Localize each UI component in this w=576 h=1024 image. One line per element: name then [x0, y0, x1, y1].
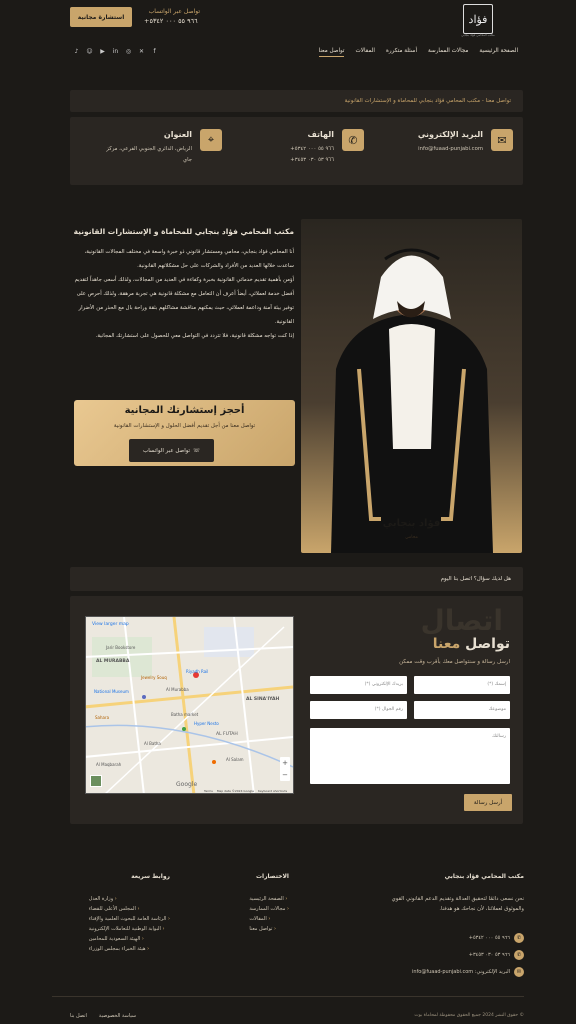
phone-line-1[interactable]: +٩٦٦ ٥٥ ٠٠٠ ٥٣٤٢	[290, 146, 334, 152]
footer-link-home[interactable]: ‹ الصفحة الرئيسية	[249, 896, 287, 902]
email-field[interactable]: بريدك الإلكتروني (*)	[310, 676, 407, 694]
footer-divider	[52, 996, 524, 997]
youtube-icon[interactable]: ▶	[100, 48, 105, 55]
send-message-button[interactable]: أرسل رسالة	[464, 794, 512, 811]
copyright: © حقوق النشر 2024 جميع الحقوق محفوظة لمحاماة بوت	[414, 1013, 524, 1018]
footer-email[interactable]	[412, 967, 524, 977]
address-line-2: جاي	[182, 157, 192, 163]
map-label: AL FUTAH	[216, 732, 238, 737]
footer-phone-2[interactable]	[469, 950, 524, 960]
phone-field[interactable]: رقم الجوال (*)	[310, 701, 407, 719]
envelope-icon: ✉	[491, 129, 513, 151]
address-title: العنوان	[163, 130, 192, 139]
footer-phone-2-text: +٩٦٦ ٥٣ ٠٣٠ ٣٤٥٣	[468, 952, 510, 958]
booking-card	[74, 400, 295, 466]
location-pin-icon: ⌖	[200, 129, 222, 151]
legal-links	[70, 1013, 136, 1019]
phone-line-2[interactable]: +٩٦٦ ٥٣ ٠٣٠ ٣٤٥٣	[290, 157, 334, 163]
contact-us-link[interactable]: اتصل بنا	[70, 1013, 87, 1019]
logo[interactable]: فؤاد	[463, 4, 493, 34]
free-consultation-button[interactable]: استشارة مجانية	[70, 7, 132, 27]
privacy-policy-link[interactable]: سياسة الخصوصية	[98, 1013, 137, 1019]
email-title: البريد الإلكتروني	[417, 130, 483, 139]
contact-title-prefix: تواصل	[465, 636, 510, 652]
email-value[interactable]: info@fuaad-punjabi.com	[418, 146, 483, 152]
footer-email-text: البريد الإلكتروني: info@fuaad-punjabi.com	[411, 969, 510, 975]
phone-card	[224, 129, 364, 175]
address-card	[82, 129, 222, 175]
about-text	[74, 245, 294, 343]
footer-link-articles[interactable]: ‹ المقالات	[249, 916, 270, 922]
whatsapp-button-label: تواصل عبر الواتساب	[143, 447, 191, 454]
map-label: Al Salam	[226, 757, 244, 762]
map-label: Riyadh Rail	[186, 669, 209, 674]
quick-link-experts[interactable]: ‹ هيئة الخبراء بمجلس الوزراء	[89, 946, 149, 952]
map-footer	[204, 789, 287, 793]
zoom-out-icon[interactable]: −	[282, 771, 288, 779]
instagram-icon[interactable]: ◎	[125, 48, 132, 55]
contact-title	[433, 636, 510, 652]
whatsapp-label: تواصل عبر الواتساب	[148, 8, 200, 15]
envelope-icon: ✉	[514, 967, 524, 977]
phone-title: الهاتف	[307, 130, 334, 139]
nav-home[interactable]: الصفحة الرئيسية	[479, 48, 518, 54]
map-zoom-controls[interactable]	[280, 757, 290, 781]
contact-info-bar	[70, 117, 523, 185]
footer-quick-links	[89, 896, 170, 952]
footer-phone-1-text: +٩٦٦ ٥٥ ٠٠٠ ٥٣٤٢	[468, 935, 510, 941]
map-label: Al Maqbarah	[96, 762, 122, 767]
lawyer-name: فؤاد بنجابي	[382, 518, 441, 529]
booking-title: أحجز إستشارتك المجانية	[124, 405, 245, 416]
map-label: National Museum	[94, 689, 129, 694]
phone-icon: ✆	[342, 129, 364, 151]
breadcrumb: تواصل معنا - مكتب المحامي فؤاد بنجابي للمحاماة و الإستشارات القانونية	[70, 90, 523, 112]
phone-icon: ✆	[514, 933, 524, 943]
terms-link[interactable]: Terms	[204, 789, 213, 793]
about-title: مكتب المحامي فؤاد بنجابي للمحاماة و الإستشارات القانونية	[73, 227, 294, 236]
site-header	[0, 0, 576, 74]
social-links	[73, 48, 158, 55]
quick-link-egov[interactable]: ‹ البوابة الوطنية للتعاملات الإلكترونية	[89, 926, 165, 932]
tiktok-icon[interactable]: ♪	[74, 48, 79, 55]
name-field[interactable]: إسمك (*)	[414, 676, 510, 694]
map-label: AL SINA'IYAH	[246, 697, 280, 702]
nav-articles[interactable]: المقالات	[355, 48, 375, 54]
map-data-credit: Map data ©2024 Google	[216, 789, 255, 793]
map-satellite-toggle[interactable]	[90, 775, 102, 787]
map-label: Al Batha	[144, 741, 161, 746]
map-label: Sahara	[95, 715, 110, 720]
map-label: Jewelry Souq	[141, 675, 167, 680]
google-map[interactable]	[85, 616, 294, 794]
google-logo: Google	[176, 781, 198, 788]
map-label: AL MURABBA	[96, 659, 130, 664]
about-paragraph-1: أنا المحامي فؤاد بنجابي، محامي ومستشار قانوني ذو خبرة واسعة في مختلف المجالات القانونية، ساعدت خلالها العديد من الأفراد والشركات على حل مشكلاتهم القانونية.	[84, 249, 294, 269]
view-larger-map-link[interactable]: View larger map	[92, 622, 129, 627]
map-label: Hyper Nesto	[194, 721, 219, 726]
x-icon[interactable]: ✕	[138, 48, 145, 55]
footer-link-practice[interactable]: ‹ مجالات الممارسة	[249, 906, 289, 912]
lawyer-portrait-image	[301, 219, 522, 553]
whatsapp-number[interactable]: +٩٦٦ ٥٥ ٠٠٠ ٥٣٤٢	[144, 17, 198, 25]
footer-office-title: مكتب المحامي فؤاد بنجابي	[444, 873, 524, 880]
footer-shortcuts	[249, 896, 289, 932]
nav-faq[interactable]: أسئلة متكررة	[385, 48, 418, 54]
snapchat-icon[interactable]: ☺	[86, 48, 93, 55]
about-paragraph-3: إذا كنت تواجه مشكلة قانونية، فلا تتردد في التواصل معي للحصول على استشارتك المجانية.	[95, 333, 294, 339]
map-label: Al Murabba	[166, 687, 189, 692]
zoom-in-icon[interactable]: +	[282, 759, 288, 767]
footer-shortcuts-title: الاختصارات	[255, 873, 289, 880]
message-field[interactable]: رسالتك	[310, 728, 510, 784]
quick-link-lawyers[interactable]: ‹ الهيئة السعودية للمحامين	[89, 936, 144, 942]
logo-subtitle: مكتب المحامي فؤاد بنجابي	[461, 33, 495, 37]
subject-field[interactable]: موضوعك	[414, 701, 510, 719]
about-paragraph-2: أؤمن بأهمية تقديم خدماتي القانونية بخبرة وكفاءة في العديد من المجالات، ولذلك أسعى جاهداً لتقديم أفضل خدمة لعملائي، أيضاً أعرف أن التعامل مع مشكلة قانونية هي تجربة مرهقة، ولذلك أحرص على توفير بيئة آمنة وداعمة لعملائي، حيث يمكنهم مناقشة مشاكلهم بثقة وراحة بال مع الحذر من الأضرار القانونية.	[74, 277, 294, 325]
contact-watermark: اتصال	[420, 604, 503, 637]
map-label: Batha market	[171, 712, 199, 717]
lawyer-photo	[301, 219, 522, 553]
map-label: Jarir Bookstore	[106, 645, 136, 650]
quick-link-justice[interactable]: ‹ وزارة العدل	[89, 896, 117, 902]
contact-subtitle: ارسل رسالة و سنتواصل معك بأقرب وقت ممكن	[399, 659, 510, 665]
main-nav	[319, 48, 518, 57]
booking-subtitle: تواصل معنا من أجل تقديم أفضل الحلول و الإستشارات القانونية	[113, 423, 256, 429]
nav-contact[interactable]: تواصل معنا	[319, 48, 345, 57]
quick-link-judiciary[interactable]: ‹ المجلس الأعلى للقضاء	[89, 906, 140, 912]
question-bar: هل لديك سؤال؟ اتصل بنا اليوم	[70, 567, 523, 591]
footer-quick-title: روابط سريعة	[131, 873, 170, 880]
facebook-icon[interactable]: f	[153, 48, 156, 55]
contact-title-highlight: معنا	[432, 636, 461, 652]
contact-section	[70, 596, 523, 824]
linkedin-icon[interactable]: in	[112, 48, 119, 55]
footer-link-contact[interactable]: ‹ تواصل معنا	[249, 926, 276, 932]
footer-office-text: نحن نسعى دائمًا لتحقيق العدالة وتقديم الدعم القانوني القوي والموثوق لعملائنا، لأن نجاحك هو هدفنا.	[391, 896, 524, 912]
lawyer-role: محامي	[405, 535, 418, 540]
keyboard-shortcuts-link[interactable]: Keyboard shortcuts	[258, 789, 288, 793]
whatsapp-icon: ☏	[193, 447, 200, 454]
phone-icon: ✆	[514, 950, 524, 960]
email-card	[373, 129, 513, 175]
whatsapp-contact-button[interactable]	[129, 439, 214, 462]
address-line-1: الرياض، الدائري الجنوبي الفرعي، مركز	[106, 146, 192, 152]
quick-link-research[interactable]: ‹ الرئاسة العامة للبحوث العلمية والإفتاء	[89, 916, 170, 922]
map-canvas[interactable]	[85, 617, 293, 794]
footer-phone-1[interactable]	[469, 933, 524, 943]
nav-practice-areas[interactable]: مجالات الممارسة	[428, 48, 469, 54]
